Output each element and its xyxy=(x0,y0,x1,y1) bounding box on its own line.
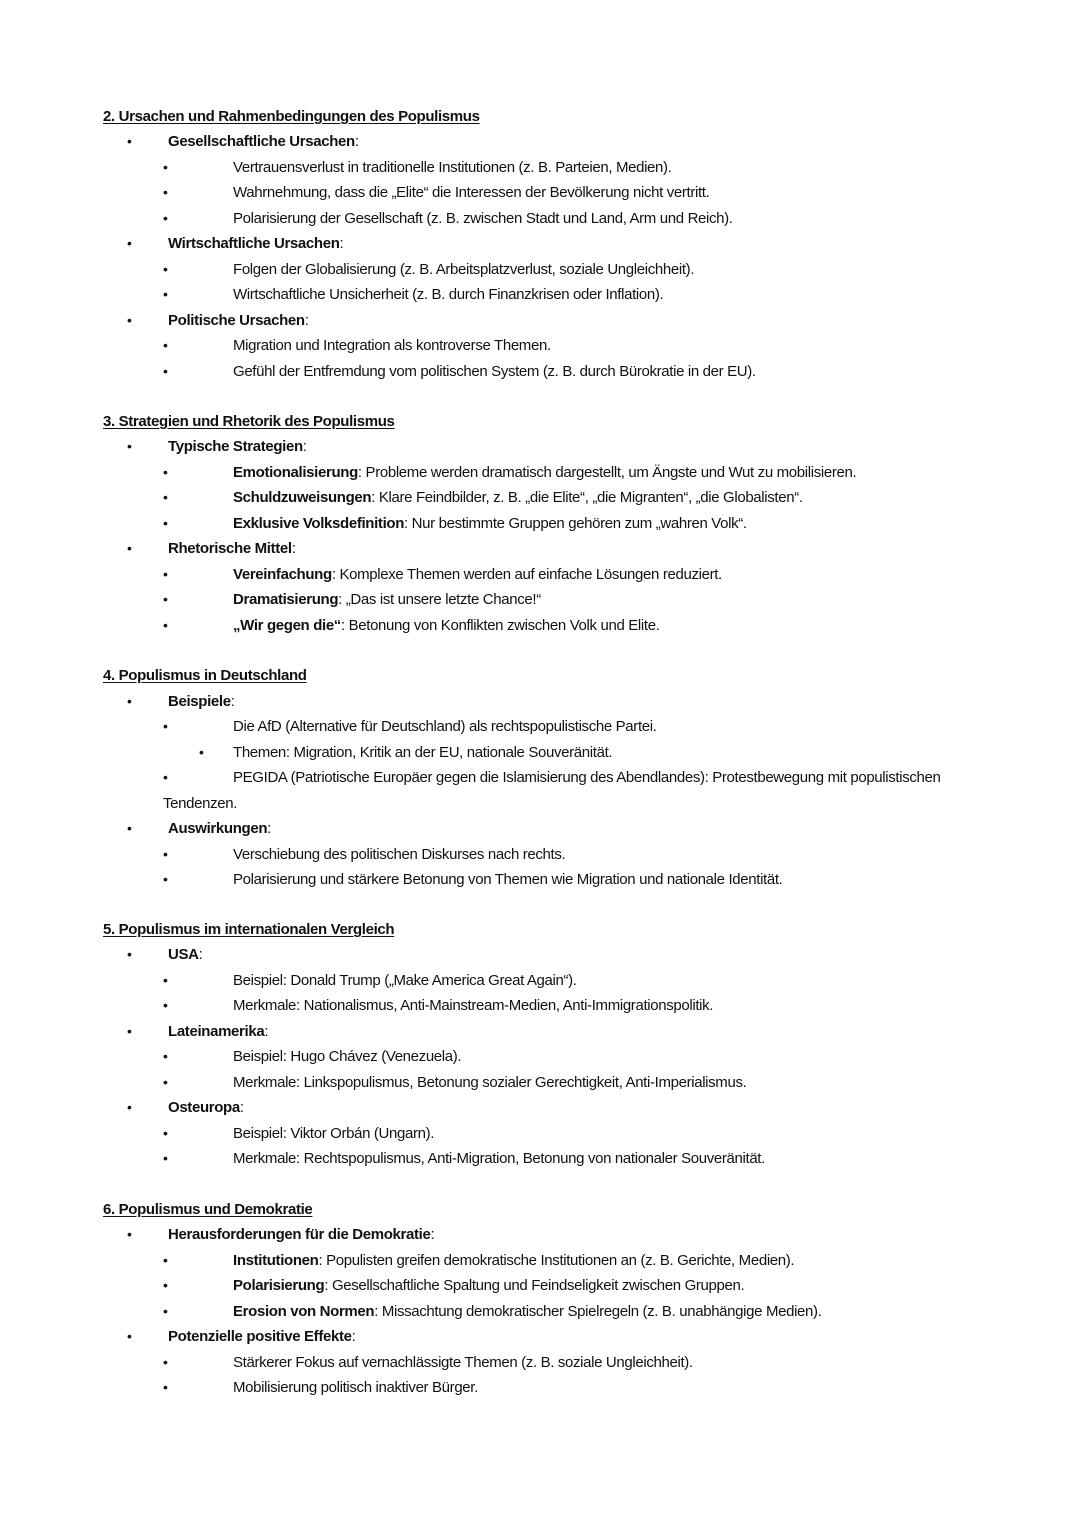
bullet-icon: • xyxy=(163,1379,168,1395)
bullet-icon: • xyxy=(163,1048,168,1064)
bullet-icon: • xyxy=(127,1099,132,1115)
group-label: Auswirkungen xyxy=(168,820,268,837)
group-label: Herausforderungen für die Demokratie xyxy=(168,1226,431,1243)
bullet-icon: • xyxy=(163,566,168,582)
item-term: Erosion von Normen xyxy=(233,1303,375,1320)
group-label: Lateinamerika xyxy=(168,1023,265,1040)
bullet-icon: • xyxy=(163,871,168,887)
item-text: Stärkerer Fokus auf vernachlässigte Themen (z. B. soziale Ungleichheit). xyxy=(233,1354,693,1371)
item-text: : Missachtung demokratischer Spielregeln (z. B. unabhängige Medien). xyxy=(374,1303,822,1320)
item-text: : Probleme werden dramatisch dargestellt, um Ängste und Wut zu mobilisieren. xyxy=(357,464,857,481)
item-text: Migration und Integration als kontroverse Themen. xyxy=(233,337,551,354)
item-continuation: Tendenzen. xyxy=(163,795,238,812)
item-term: Polarisierung xyxy=(233,1277,325,1294)
bullet-icon: • xyxy=(127,693,132,709)
bullet-icon: • xyxy=(163,591,168,607)
bullet-icon: • xyxy=(127,133,132,149)
bullet-icon: • xyxy=(127,946,132,962)
bullet-icon: • xyxy=(127,1328,132,1344)
bullet-icon: • xyxy=(163,1277,168,1293)
bullet-icon: • xyxy=(163,972,168,988)
item-text: Themen: Migration, Kritik an der EU, nationale Souveränität. xyxy=(233,744,613,761)
bullet-icon: • xyxy=(163,159,168,175)
item-text: Polarisierung der Gesellschaft (z. B. zwischen Stadt und Land, Arm und Reich). xyxy=(233,210,733,227)
bullet-icon: • xyxy=(163,210,168,226)
item-term: Vereinfachung xyxy=(233,566,332,583)
group-label: Wirtschaftliche Ursachen xyxy=(168,235,340,252)
item-text: Mobilisierung politisch inaktiver Bürger. xyxy=(233,1379,478,1396)
item-text: : Gesellschaftliche Spaltung und Feindseligkeit zwischen Gruppen. xyxy=(324,1277,745,1294)
group-label: USA xyxy=(168,946,199,963)
bullet-icon: • xyxy=(163,1252,168,1268)
bullet-icon: • xyxy=(163,184,168,200)
bullet-icon: • xyxy=(163,1125,168,1141)
item-text: Folgen der Globalisierung (z. B. Arbeitsplatzverlust, soziale Ungleichheit). xyxy=(233,261,695,278)
bullet-icon: • xyxy=(127,312,132,328)
item-text: Die AfD (Alternative für Deutschland) als rechtspopulistische Partei. xyxy=(233,718,657,735)
section-heading: 4. Populismus in Deutschland xyxy=(103,667,307,684)
item-text: Vertrauensverlust in traditionelle Institutionen (z. B. Parteien, Medien). xyxy=(233,159,672,176)
bullet-icon: • xyxy=(127,540,132,556)
item-text: Gefühl der Entfremdung vom politischen System (z. B. durch Bürokratie in der EU). xyxy=(233,363,756,380)
bullet-icon: • xyxy=(199,744,204,760)
bullet-icon: • xyxy=(163,997,168,1013)
bullet-icon: • xyxy=(163,617,168,633)
item-text: : Nur bestimmte Gruppen gehören zum „wahren Volk“. xyxy=(404,515,747,532)
group-label: Beispiele xyxy=(168,693,231,710)
item-text: : Populisten greifen demokratische Institutionen an (z. B. Gerichte, Medien). xyxy=(318,1252,795,1269)
item-text: : Klare Feindbilder, z. B. „die Elite“, „die Migranten“, „die Globalisten“. xyxy=(371,489,803,506)
section-heading: 6. Populismus und Demokratie xyxy=(103,1201,313,1218)
item-text: Verschiebung des politischen Diskurses nach rechts. xyxy=(233,846,566,863)
group-label: Osteuropa xyxy=(168,1099,240,1116)
bullet-icon: • xyxy=(163,1354,168,1370)
bullet-icon: • xyxy=(163,1150,168,1166)
item-term: Schuldzuweisungen xyxy=(233,489,372,506)
bullet-icon: • xyxy=(127,438,132,454)
bullet-icon: • xyxy=(127,1023,132,1039)
bullet-icon: • xyxy=(127,235,132,251)
document-page: 2. Ursachen und Rahmenbedingungen des Populismus • Gesellschaftliche Ursachen: • Vertrauensverlust in traditionelle Institutionen (z. B. Parteien, Medien). • Wahrnehmung, dass die „Elite“ die Interessen der Bevölkerung nicht vertritt. • Polarisierung der Gesellschaft (z. B. zwischen Stadt und Land, Arm und Reich). • Wirtschaftliche Ursachen: • Folgen der Globalisierung (z. B. Arbeitsplatzverlust, soziale Ungleichheit). • Wirtschaftliche Unsicherheit (z. B. durch Finanzkrisen oder Inflation). • Politische Ursachen: • Migration und Integration als kontroverse Themen. • Gefühl der Entfremdung vom politischen System (z. B. durch Bürokratie in der EU). 3. Strategien und Rhetorik des Populismus • Typische Strategien: • Emotionalisierung: Probleme werden dramatisch dargestellt, um Ängste und Wut zu mobilisieren. • Schuldzuweisungen: Klare Feindbilder, z. B. „die Elite“, „die Migranten“, „die Globalisten“. • Exklusive Volksdefinition: Nur bestimmte Gruppen gehören zum „wahren Volk“. • Rhetorische Mittel: • Vereinfachung: Komplexe Themen werden auf einfache Lösungen reduziert. • Dramatisierung: „Das ist unsere letzte Chance!“ • „Wir gegen die“: Betonung von Konflikten zwischen Volk und Elite. 4. Populismus in Deutschland • Beispiele: • Die AfD (Alternative für Deutschland) als rechtspopulistische Partei. • Themen: Migration, Kritik an der EU, nationale Souveränität. • PEGIDA (Patriotische Europäer gegen die Islamisierung des Abendlandes): Protestbewegung mit populistischen Tendenzen. • Auswirkungen: • Verschiebung des politischen Diskurses nach rechts. • Polarisierung und stärkere Betonung von Themen wie Migration und nationale Identität. 5. Populismus im internationalen Vergleich • USA: • Beispiel: Donald Trump („Make America Great Again“). • Merkmale: Nationalismus, Anti-Mainstream-Medien, Anti-Immigrationspolitik. • Lateinamerika: • Beispiel: Hugo Chávez (Venezuela). • Merkmale: Linkspopulismus, Betonung sozialer Gerechtigkeit, Anti-Imperialismus. • Osteuropa: • Beispiel: Viktor Orbán (Ungarn). • Merkmale: Rechtspopulismus, Anti-Migration, Betonung von nationaler Souveränität. 6. Populismus und Demokratie • Herausforderungen für die Demokratie: • Institutionen: Populisten greifen demokratische Institutionen an (z. B. Gerichte, Medien). • Polarisierung: Gesellschaftliche Spaltung und Feindseligkeit zwischen Gruppen. • Erosion von Normen: Missachtung demokratischer Spielregeln (z. B. unabhängige Medien). • Potenzielle positive Effekte: • Stärkerer Fokus auf vernachlässigte Themen (z. B. soziale Ungleichheit). • Mobilisierung politisch inaktiver Bürger. xyxy=(0,0,1080,1527)
item-text: : Komplexe Themen werden auf einfache Lösungen reduziert. xyxy=(331,566,722,583)
item-text: Polarisierung und stärkere Betonung von Themen wie Migration und nationale Identität. xyxy=(233,871,783,888)
group-label: Rhetorische Mittel xyxy=(168,540,292,557)
bullet-icon: • xyxy=(163,464,168,480)
item-text: Merkmale: Rechtspopulismus, Anti-Migration, Betonung von nationaler Souveränität. xyxy=(233,1150,765,1167)
item-term: Institutionen xyxy=(233,1252,319,1269)
bullet-icon: • xyxy=(127,820,132,836)
bullet-icon: • xyxy=(163,286,168,302)
bullet-icon: • xyxy=(163,337,168,353)
group-label: Politische Ursachen xyxy=(168,312,305,329)
item-text: Beispiel: Hugo Chávez (Venezuela). xyxy=(233,1048,462,1065)
item-term: „Wir gegen die“ xyxy=(233,617,341,634)
bullet-icon: • xyxy=(163,1074,168,1090)
item-text: Merkmale: Linkspopulismus, Betonung sozialer Gerechtigkeit, Anti-Imperialismus. xyxy=(233,1074,747,1091)
item-text: Wahrnehmung, dass die „Elite“ die Interessen der Bevölkerung nicht vertritt. xyxy=(233,184,710,201)
group-label: Potenzielle positive Effekte xyxy=(168,1328,352,1345)
item-text: Wirtschaftliche Unsicherheit (z. B. durch Finanzkrisen oder Inflation). xyxy=(233,286,664,303)
bullet-icon: • xyxy=(163,769,168,785)
group-label: Gesellschaftliche Ursachen xyxy=(168,133,355,150)
section-heading: 2. Ursachen und Rahmenbedingungen des Populismus xyxy=(103,108,480,125)
bullet-icon: • xyxy=(163,489,168,505)
item-text: Merkmale: Nationalismus, Anti-Mainstream-Medien, Anti-Immigrationspolitik. xyxy=(233,997,714,1014)
bullet-icon: • xyxy=(163,718,168,734)
item-text: Beispiel: Viktor Orbán (Ungarn). xyxy=(233,1125,435,1142)
bullet-icon: • xyxy=(163,363,168,379)
bullet-icon: • xyxy=(163,515,168,531)
item-term: Emotionalisierung xyxy=(233,464,358,481)
group-label: Typische Strategien xyxy=(168,438,303,455)
bullet-icon: • xyxy=(163,261,168,277)
bullet-icon: • xyxy=(127,1226,132,1242)
bullet-icon: • xyxy=(163,846,168,862)
item-text: PEGIDA (Patriotische Europäer gegen die Islamisierung des Abendlandes): Protestbewegung mit populistischen xyxy=(233,769,941,786)
section-heading: 5. Populismus im internationalen Vergleich xyxy=(103,921,395,938)
item-term: Exklusive Volksdefinition xyxy=(233,515,405,532)
item-text: : „Das ist unsere letzte Chance!“ xyxy=(338,591,541,608)
item-text: Beispiel: Donald Trump („Make America Great Again“). xyxy=(233,972,577,989)
item-term: Dramatisierung xyxy=(233,591,339,608)
item-text: : Betonung von Konflikten zwischen Volk und Elite. xyxy=(340,617,660,634)
section-heading: 3. Strategien und Rhetorik des Populismus xyxy=(103,413,395,430)
bullet-icon: • xyxy=(163,1303,168,1319)
